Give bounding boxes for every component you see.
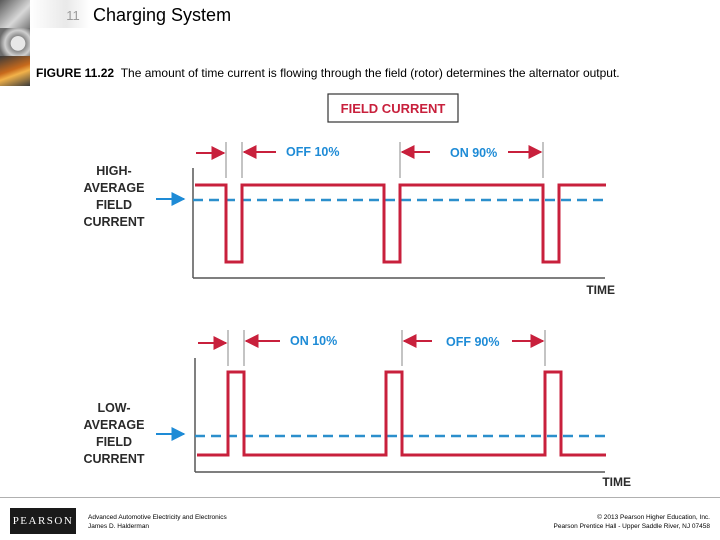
high-time-label: TIME [586,283,615,297]
pearson-logo: PEARSON [10,508,76,534]
footer-divider [0,497,720,498]
low-label-line: LOW- [97,401,131,415]
low-side-label [83,401,144,466]
low-pulse-b-label: OFF 90% [446,335,500,349]
low-label-line: CURRENT [83,452,145,466]
figure-caption-text: The amount of time current is flowing through the field (rotor) determines the alternator output. [120,66,620,80]
low-time-label: TIME [602,475,631,489]
high-pulse-a-label: OFF 10% [286,145,340,159]
chapter-number: 11 [66,8,80,23]
low-label-line: AVERAGE [83,418,145,432]
footer-copyright-info [554,513,710,531]
high-label-line: HIGH- [96,164,132,178]
low-field-signal [197,372,606,455]
footer-book-info [88,513,227,531]
low-pulse-a-label: ON 10% [290,334,338,348]
page-title: Charging System [93,5,232,25]
banner-label: FIELD CURRENT [340,101,446,116]
high-label-line: AVERAGE [83,181,145,195]
high-side-label [83,164,144,229]
high-pulse-b-label: ON 90% [450,146,498,160]
high-field-signal [195,185,606,262]
figure-label: FIGURE 11.22 [36,66,115,80]
footer-author: James D. Halderman [88,523,150,530]
footer-book-title: Advanced Automotive Electricity and Electronics [88,514,227,521]
high-label-line: FIELD [95,198,133,212]
footer-copyright: © 2013 Pearson Higher Education, Inc. [597,514,710,521]
footer-publisher: Pearson Prentice Hall - Upper Saddle River, NJ 07458 [553,523,710,530]
high-label-line: CURRENT [83,215,145,229]
low-label-line: FIELD [95,435,133,449]
